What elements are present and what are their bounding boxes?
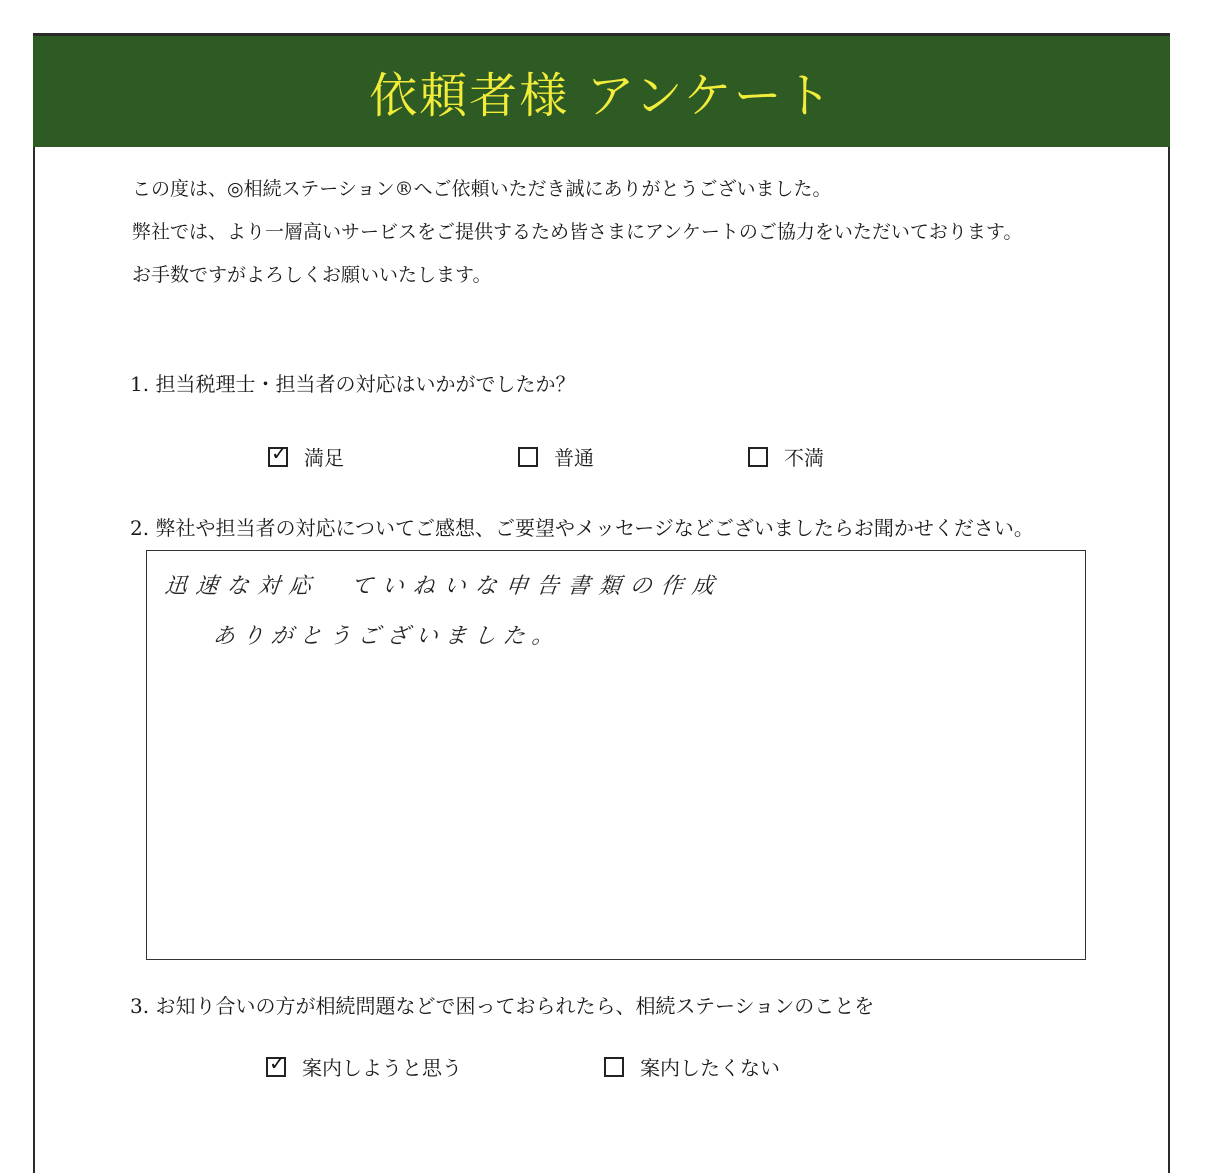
handwritten-line-2: ありがとうございました。	[211, 624, 563, 649]
checkbox[interactable]	[748, 447, 768, 467]
checkbox[interactable]	[268, 440, 288, 467]
question-3: 3. お知り合いの方が相続問題などで困っておられたら、相続ステーションのことを	[130, 994, 875, 1018]
check-mark-icon: ✓	[269, 1050, 286, 1075]
intro-text	[132, 168, 1022, 297]
question-2: 2. 弊社や担当者の対応についてご感想、ご要望やメッセージなどございましたらお聞かせください。	[130, 516, 1034, 540]
intro-line-1: この度は、◎相続ステーション®へご依頼いただき誠にありがとうございました。	[132, 178, 832, 200]
page-title: 依頼者様 アンケート	[369, 68, 834, 124]
option-label: 案内しようと思う	[302, 1056, 462, 1080]
q1-option-satisfied[interactable]	[268, 442, 344, 471]
checkbox[interactable]	[266, 1050, 286, 1077]
option-label: 普通	[554, 446, 594, 470]
option-label: 案内したくない	[640, 1056, 780, 1080]
option-label: 不満	[784, 446, 824, 470]
check-mark-icon: ✓	[271, 440, 288, 465]
checkbox[interactable]	[518, 447, 538, 467]
option-label: 満足	[304, 446, 344, 470]
question-1: 1. 担当税理士・担当者の対応はいかがでしたか？	[130, 372, 576, 396]
q3-option-will-recommend[interactable]	[266, 1052, 462, 1081]
q3-option-will-not-recommend[interactable]	[604, 1052, 780, 1081]
intro-line-3: お手数ですがよろしくお願いいたします。	[132, 264, 492, 286]
handwritten-line-1: 迅速な対応 ていねいな申告書類の作成	[163, 574, 725, 599]
checkbox[interactable]	[604, 1057, 624, 1077]
header-bar	[33, 33, 1170, 147]
comment-box[interactable]	[146, 550, 1086, 960]
intro-line-2: 弊社では、より一層高いサービスをご提供するため皆さまにアンケートのご協力をいただいております。	[132, 221, 1023, 243]
q1-option-normal[interactable]	[518, 442, 594, 471]
q1-option-dissatisfied[interactable]	[748, 442, 824, 471]
